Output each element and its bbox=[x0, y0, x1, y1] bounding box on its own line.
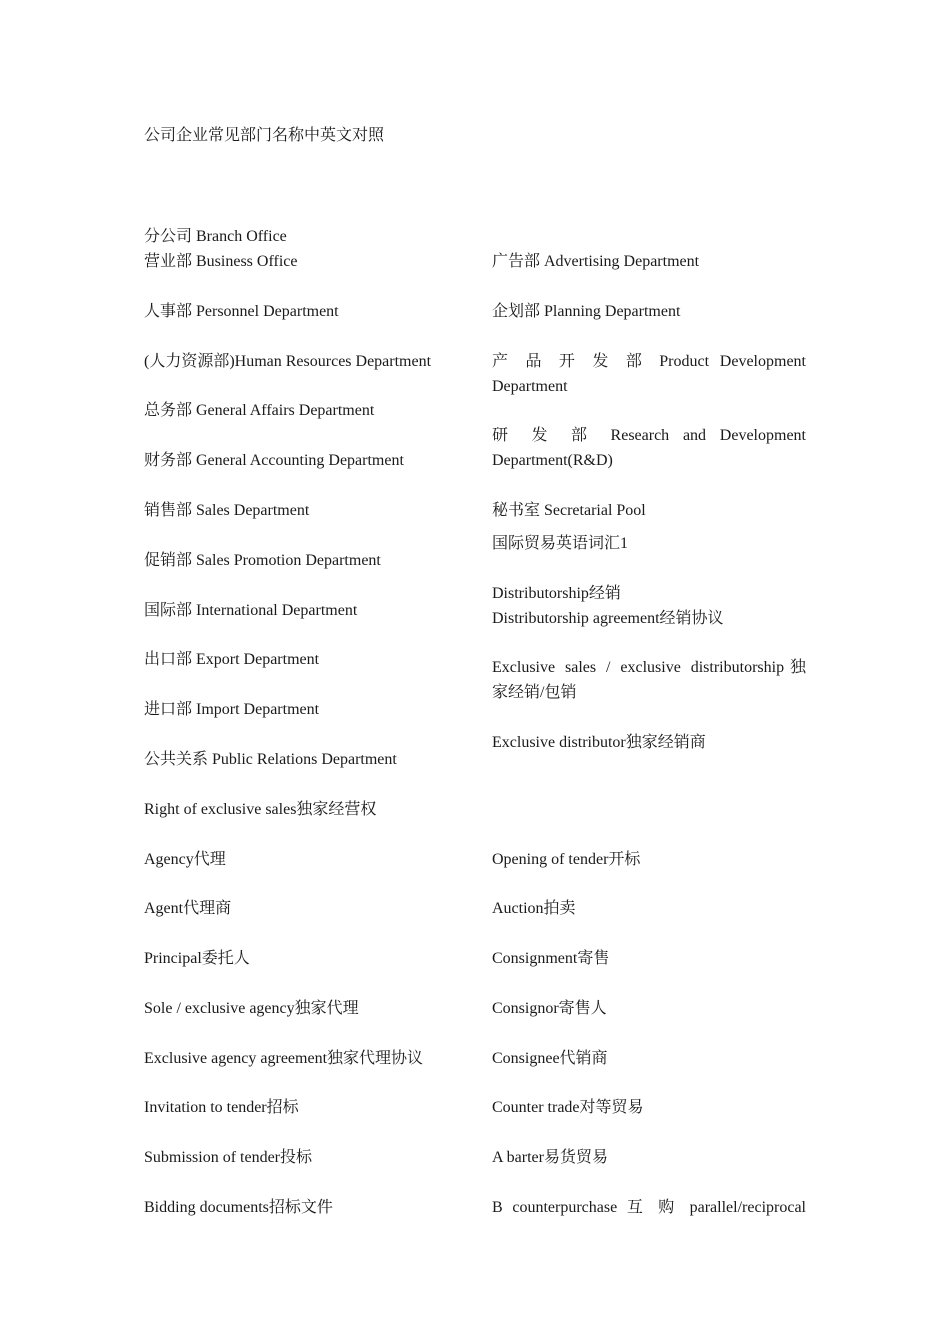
term-left-exclusive-agency-agreement: Exclusive agency agreement独家代理协议 bbox=[144, 1050, 424, 1067]
term-left-sole-exclusive-agency: Sole / exclusive agency独家代理 bbox=[144, 1000, 359, 1017]
term-right-opening-of-tender: Opening of tender开标 bbox=[492, 851, 641, 868]
term-left-right-of-exclusive-sales: Right of exclusive sales独家经营权 bbox=[144, 801, 377, 818]
term-left-agency: Agency代理 bbox=[144, 851, 226, 868]
term-left-public-relations: 公共关系 Public Relations Department bbox=[144, 751, 397, 768]
term-left-submission-of-tender: Submission of tender投标 bbox=[144, 1149, 312, 1166]
term-left-international: 国际部 International Department bbox=[144, 602, 358, 619]
term-right-product-development-cont: Department bbox=[492, 378, 568, 395]
term-right-research-development: 研 发 部 Research and Development bbox=[492, 427, 806, 444]
term-left-personnel: 人事部 Personnel Department bbox=[144, 303, 339, 320]
term-right-barter: A barter易货贸易 bbox=[492, 1149, 608, 1166]
term-right-research-development-cont: Department(R&D) bbox=[492, 452, 613, 469]
term-right-counterpurchase: B counterpurchase 互 购 parallel/reciprocal bbox=[492, 1199, 806, 1216]
term-left-import: 进口部 Import Department bbox=[144, 701, 320, 718]
term-right-exclusive-sales: Exclusive sales / exclusive distributorship独 bbox=[492, 659, 806, 676]
term-right-advertising: 广告部 Advertising Department bbox=[492, 253, 700, 270]
term-right-secretarial-pool: 秘书室 Secretarial Pool bbox=[492, 502, 646, 519]
term-right-consignment: Consignment寄售 bbox=[492, 950, 610, 967]
term-left-sales-promotion: 促销部 Sales Promotion Department bbox=[144, 552, 381, 569]
term-left-sales: 销售部 Sales Department bbox=[144, 502, 310, 519]
term-right-planning: 企划部 Planning Department bbox=[492, 303, 681, 320]
term-right-consignee: Consignee代销商 bbox=[492, 1050, 608, 1067]
term-right-exclusive-distributor: Exclusive distributor独家经销商 bbox=[492, 734, 706, 751]
term-left-agent: Agent代理商 bbox=[144, 900, 232, 917]
term-left-bidding-documents: Bidding documents招标文件 bbox=[144, 1199, 333, 1216]
term-right-consignor: Consignor寄售人 bbox=[492, 1000, 607, 1017]
term-left-general-affairs: 总务部 General Affairs Department bbox=[144, 402, 375, 419]
section-heading-trade-vocabulary: 国际贸易英语词汇1 bbox=[492, 535, 629, 552]
term-left-general-accounting: 财务部 General Accounting Department bbox=[144, 452, 404, 469]
term-left-business-office: 营业部 Business Office bbox=[144, 253, 298, 270]
term-left-human-resources: (人力资源部)Human Resources Department bbox=[144, 353, 432, 370]
term-left-export: 出口部 Export Department bbox=[144, 651, 320, 668]
term-right-exclusive-sales-cont: 家经销/包销 bbox=[492, 684, 577, 701]
term-right-counter-trade: Counter trade对等贸易 bbox=[492, 1099, 644, 1116]
page-title: 公司企业常见部门名称中英文对照 bbox=[144, 127, 385, 144]
term-right-distributorship-agreement: Distributorship agreement经销协议 bbox=[492, 610, 724, 627]
term-right-auction: Auction拍卖 bbox=[492, 900, 576, 917]
term-left-principal: Principal委托人 bbox=[144, 950, 250, 967]
term-right-distributorship: Distributorship经销 bbox=[492, 585, 621, 602]
term-left-invitation-to-tender: Invitation to tender招标 bbox=[144, 1099, 299, 1116]
term-left-branch-office: 分公司 Branch Office bbox=[144, 228, 287, 245]
term-right-product-development: 产 品 开 发 部 Product Development bbox=[492, 353, 806, 370]
